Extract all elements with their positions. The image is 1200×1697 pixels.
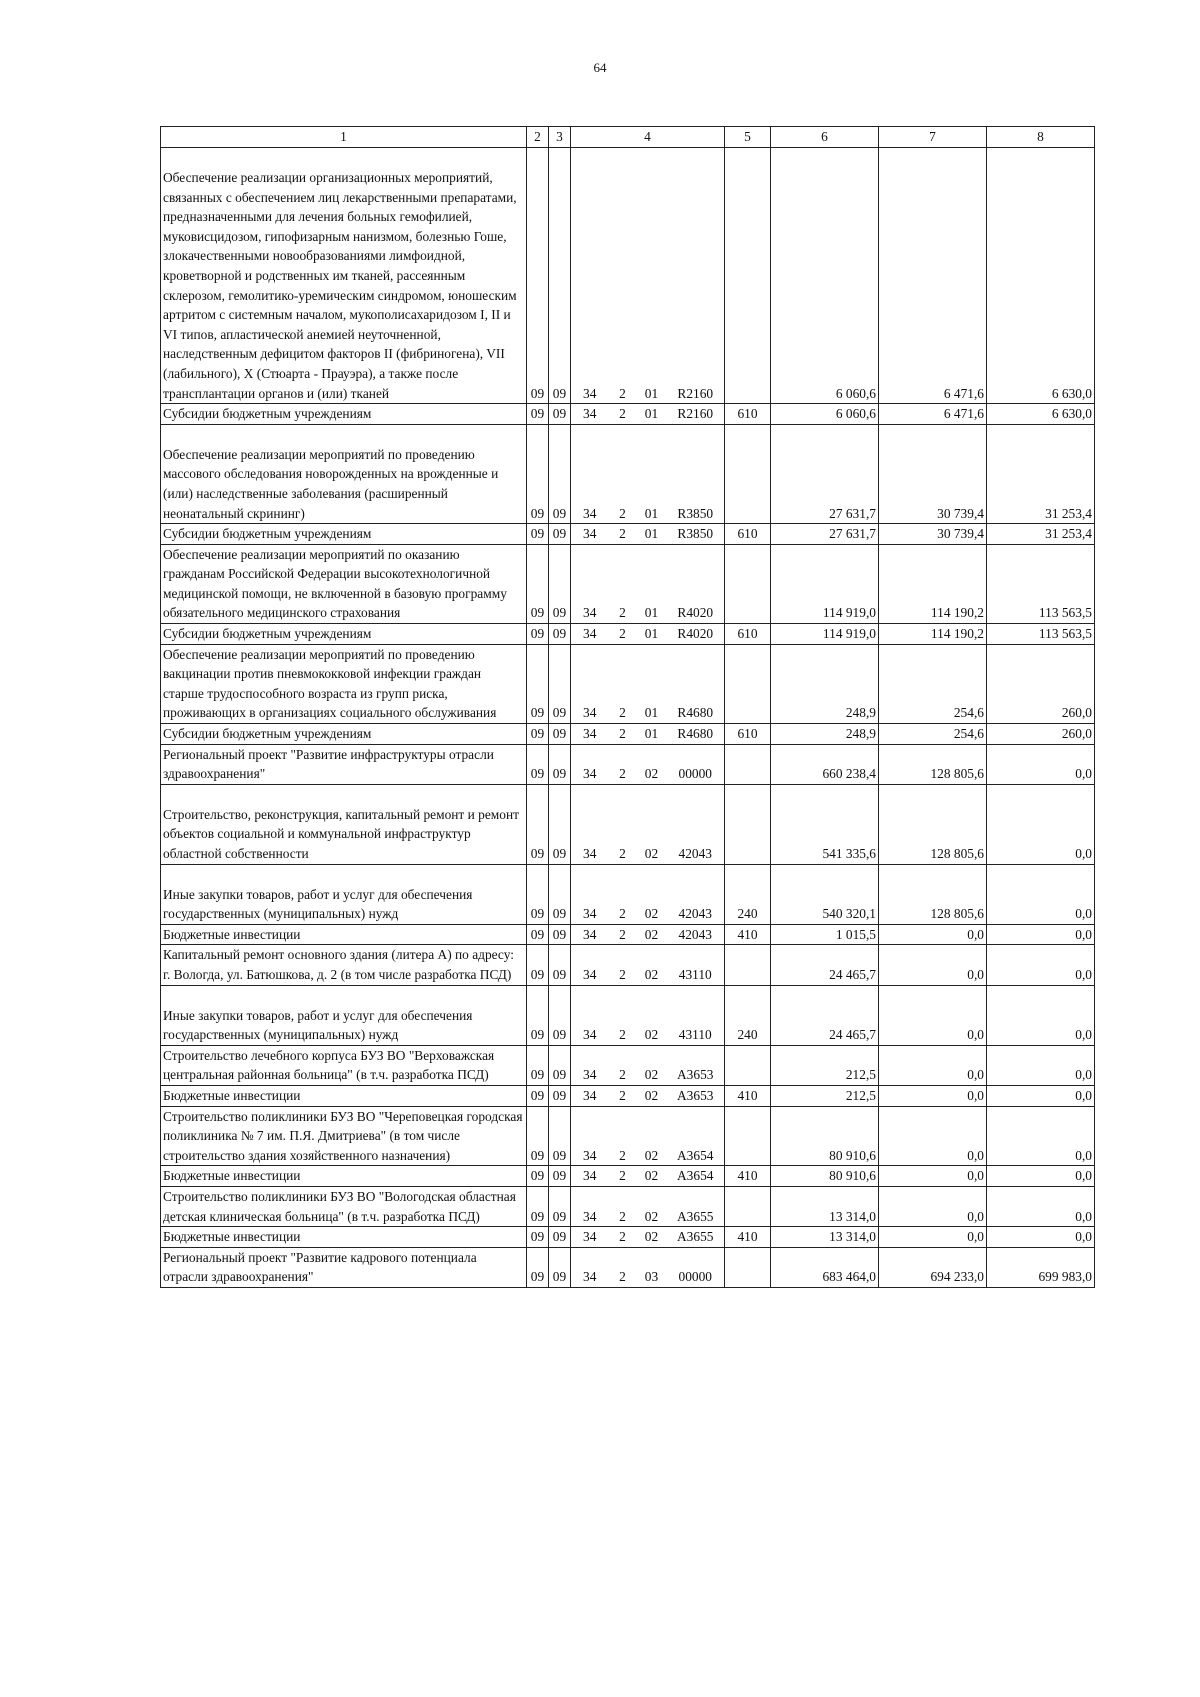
row-name-text: Иные закупки товаров, работ и услуг для обеспечения государственных (муниципальных) нужд	[163, 1007, 473, 1043]
row-c3-cell: 09	[549, 985, 571, 1045]
row-p-cell: 34	[571, 1186, 609, 1226]
row-code-cell: R4680	[667, 644, 725, 723]
row-p-cell: 34	[571, 148, 609, 404]
row-c2-cell: 09	[527, 424, 549, 523]
header-cell: 1	[161, 127, 527, 148]
header-cell: 3	[549, 127, 571, 148]
row-c3-cell: 09	[549, 924, 571, 945]
row-c2-cell: 09	[527, 784, 549, 864]
budget-table	[160, 126, 1095, 1288]
row-c5-cell	[725, 945, 771, 985]
row-v8-cell: 0,0	[987, 1227, 1095, 1248]
row-p-cell: 34	[571, 1045, 609, 1085]
row-c2-cell: 09	[527, 544, 549, 623]
row-g-cell: 2	[609, 1106, 637, 1166]
row-v6-cell: 13 314,0	[771, 1227, 879, 1248]
row-g-cell: 2	[609, 985, 637, 1045]
table-row	[161, 864, 1095, 924]
row-name-cell: Бюджетные инвестиции	[161, 1166, 527, 1187]
row-code-cell: 00000	[667, 744, 725, 784]
row-s-cell: 01	[637, 424, 667, 523]
row-g-cell: 2	[609, 724, 637, 745]
row-name-cell	[161, 864, 527, 924]
row-p-cell: 34	[571, 744, 609, 784]
row-s-cell: 02	[637, 1227, 667, 1248]
row-p-cell: 34	[571, 1227, 609, 1248]
row-c5-cell: 610	[725, 724, 771, 745]
row-c3-cell: 09	[549, 1247, 571, 1287]
row-v7-cell: 0,0	[879, 1106, 987, 1166]
row-c3-cell: 09	[549, 1085, 571, 1106]
row-c5-cell	[725, 644, 771, 723]
table-row	[161, 524, 1095, 545]
row-v8-cell: 113 563,5	[987, 544, 1095, 623]
row-name-cell: Строительство лечебного корпуса БУЗ ВО "Верховажская центральная районная больница" (в т.ч. разработка ПСД)	[161, 1045, 527, 1085]
row-s-cell: 01	[637, 524, 667, 545]
row-c3-cell: 09	[549, 744, 571, 784]
row-v8-cell: 0,0	[987, 744, 1095, 784]
row-p-cell: 34	[571, 924, 609, 945]
row-c5-cell	[725, 424, 771, 523]
row-s-cell: 02	[637, 1085, 667, 1106]
row-v8-cell: 6 630,0	[987, 404, 1095, 425]
row-name-text: Обеспечение реализации мероприятий по проведению массового обследования новорожденных на врожденные и (или) наследственные заболевания (расширенный неонатальный скрининг)	[163, 446, 499, 521]
row-v7-cell: 0,0	[879, 924, 987, 945]
row-c5-cell	[725, 784, 771, 864]
row-name-cell: Субсидии бюджетным учреждениям	[161, 624, 527, 645]
row-p-cell: 34	[571, 945, 609, 985]
row-v6-cell: 1 015,5	[771, 924, 879, 945]
row-code-cell: A3655	[667, 1186, 725, 1226]
row-p-cell: 34	[571, 1247, 609, 1287]
row-name-cell	[161, 148, 527, 404]
row-v6-cell: 114 919,0	[771, 544, 879, 623]
row-v6-cell: 683 464,0	[771, 1247, 879, 1287]
row-s-cell: 02	[637, 985, 667, 1045]
row-s-cell: 03	[637, 1247, 667, 1287]
row-v8-cell: 6 630,0	[987, 148, 1095, 404]
row-c5-cell	[725, 544, 771, 623]
row-name-cell: Обеспечение реализации мероприятий по проведению вакцинации против пневмококковой инфекции граждан старше трудоспособного возраста из групп риска, проживающих в организациях социального обслуживания	[161, 644, 527, 723]
row-c5-cell	[725, 744, 771, 784]
header-cell: 8	[987, 127, 1095, 148]
row-v8-cell: 260,0	[987, 724, 1095, 745]
row-s-cell: 02	[637, 945, 667, 985]
row-c3-cell: 09	[549, 724, 571, 745]
row-v6-cell: 80 910,6	[771, 1106, 879, 1166]
row-g-cell: 2	[609, 1045, 637, 1085]
row-p-cell: 34	[571, 544, 609, 623]
row-name-text: Строительство, реконструкция, капитальный ремонт и ремонт объектов социальной и коммунальной инфраструктур областной собственности	[163, 806, 519, 861]
row-v8-cell: 0,0	[987, 1166, 1095, 1187]
row-code-cell: R4020	[667, 624, 725, 645]
table-row	[161, 724, 1095, 745]
row-v7-cell: 114 190,2	[879, 624, 987, 645]
row-code-cell: A3653	[667, 1085, 725, 1106]
table-row	[161, 1227, 1095, 1248]
row-p-cell: 34	[571, 424, 609, 523]
row-s-cell: 01	[637, 404, 667, 425]
header-cell: 4	[571, 127, 725, 148]
table-row	[161, 1247, 1095, 1287]
row-name-cell: Бюджетные инвестиции	[161, 1085, 527, 1106]
row-v7-cell: 6 471,6	[879, 148, 987, 404]
row-code-cell: 42043	[667, 784, 725, 864]
row-c2-cell: 09	[527, 744, 549, 784]
table-row	[161, 424, 1095, 523]
row-name-cell	[161, 985, 527, 1045]
row-s-cell: 01	[637, 624, 667, 645]
row-c3-cell: 09	[549, 945, 571, 985]
row-code-cell: 00000	[667, 1247, 725, 1287]
header-cell: 5	[725, 127, 771, 148]
row-v8-cell: 0,0	[987, 784, 1095, 864]
row-c5-cell: 610	[725, 404, 771, 425]
row-name-cell: Строительство поликлиники БУЗ ВО "Череповецкая городская поликлиника № 7 им. П.Я. Дмитриева" (в том числе строительство здания хозяйственного назначения)	[161, 1106, 527, 1166]
row-g-cell: 2	[609, 644, 637, 723]
row-v6-cell: 212,5	[771, 1045, 879, 1085]
row-s-cell: 01	[637, 544, 667, 623]
row-s-cell: 02	[637, 1166, 667, 1187]
row-v8-cell: 0,0	[987, 945, 1095, 985]
row-c5-cell: 410	[725, 1085, 771, 1106]
row-v8-cell: 0,0	[987, 985, 1095, 1045]
header-row	[161, 127, 1095, 148]
row-c2-cell: 09	[527, 1186, 549, 1226]
row-name-text: Иные закупки товаров, работ и услуг для обеспечения государственных (муниципальных) нужд	[163, 886, 473, 922]
row-v8-cell: 31 253,4	[987, 424, 1095, 523]
row-v8-cell: 0,0	[987, 1106, 1095, 1166]
row-v6-cell: 6 060,6	[771, 148, 879, 404]
row-code-cell: 42043	[667, 864, 725, 924]
row-g-cell: 2	[609, 945, 637, 985]
row-v7-cell: 254,6	[879, 644, 987, 723]
row-c2-cell: 09	[527, 1085, 549, 1106]
row-code-cell: 43110	[667, 985, 725, 1045]
row-p-cell: 34	[571, 784, 609, 864]
row-c3-cell: 09	[549, 864, 571, 924]
row-c3-cell: 09	[549, 524, 571, 545]
table-row	[161, 1106, 1095, 1166]
row-v6-cell: 212,5	[771, 1085, 879, 1106]
row-v6-cell: 80 910,6	[771, 1166, 879, 1187]
row-code-cell: R4020	[667, 544, 725, 623]
row-name-cell: Субсидии бюджетным учреждениям	[161, 404, 527, 425]
row-v8-cell: 0,0	[987, 864, 1095, 924]
row-v6-cell: 660 238,4	[771, 744, 879, 784]
row-p-cell: 34	[571, 524, 609, 545]
row-g-cell: 2	[609, 924, 637, 945]
row-g-cell: 2	[609, 1085, 637, 1106]
row-p-cell: 34	[571, 1085, 609, 1106]
row-c3-cell: 09	[549, 1186, 571, 1226]
table-row	[161, 148, 1095, 404]
row-s-cell: 02	[637, 784, 667, 864]
row-code-cell: R2160	[667, 148, 725, 404]
row-code-cell: 42043	[667, 924, 725, 945]
table-row	[161, 744, 1095, 784]
row-p-cell: 34	[571, 985, 609, 1045]
row-g-cell: 2	[609, 624, 637, 645]
row-p-cell: 34	[571, 404, 609, 425]
table-row	[161, 924, 1095, 945]
row-c3-cell: 09	[549, 404, 571, 425]
row-name-cell: Субсидии бюджетным учреждениям	[161, 524, 527, 545]
row-s-cell: 02	[637, 1045, 667, 1085]
row-name-cell: Региональный проект "Развитие инфраструктуры отрасли здравоохранения"	[161, 744, 527, 784]
row-name-cell: Субсидии бюджетным учреждениям	[161, 724, 527, 745]
row-v8-cell: 0,0	[987, 1045, 1095, 1085]
row-c3-cell: 09	[549, 544, 571, 623]
row-name-cell: Бюджетные инвестиции	[161, 924, 527, 945]
table-row	[161, 624, 1095, 645]
row-name-cell: Бюджетные инвестиции	[161, 1227, 527, 1248]
row-c2-cell: 09	[527, 864, 549, 924]
row-g-cell: 2	[609, 524, 637, 545]
row-s-cell: 01	[637, 148, 667, 404]
header-cell: 7	[879, 127, 987, 148]
row-v7-cell: 0,0	[879, 985, 987, 1045]
table-row	[161, 945, 1095, 985]
row-v7-cell: 6 471,6	[879, 404, 987, 425]
row-code-cell: A3653	[667, 1045, 725, 1085]
row-v7-cell: 128 805,6	[879, 744, 987, 784]
row-c5-cell	[725, 1247, 771, 1287]
row-c5-cell	[725, 1045, 771, 1085]
row-g-cell: 2	[609, 1186, 637, 1226]
row-c5-cell: 240	[725, 985, 771, 1045]
row-s-cell: 01	[637, 644, 667, 723]
row-s-cell: 02	[637, 924, 667, 945]
row-code-cell: R4680	[667, 724, 725, 745]
row-g-cell: 2	[609, 544, 637, 623]
row-c5-cell: 410	[725, 1227, 771, 1248]
row-name-cell: Обеспечение реализации мероприятий по оказанию гражданам Российской Федерации высокотехнологичной медицинской помощи, не включенной в базовую программу обязательного медицинского страхования	[161, 544, 527, 623]
row-v7-cell: 0,0	[879, 1166, 987, 1187]
row-c5-cell: 240	[725, 864, 771, 924]
row-c2-cell: 09	[527, 1227, 549, 1248]
header-cell: 6	[771, 127, 879, 148]
table-row	[161, 1166, 1095, 1187]
row-v7-cell: 128 805,6	[879, 864, 987, 924]
row-c3-cell: 09	[549, 1045, 571, 1085]
row-c2-cell: 09	[527, 644, 549, 723]
row-g-cell: 2	[609, 404, 637, 425]
row-v7-cell: 30 739,4	[879, 424, 987, 523]
table-row	[161, 784, 1095, 864]
row-g-cell: 2	[609, 1166, 637, 1187]
row-c3-cell: 09	[549, 148, 571, 404]
row-g-cell: 2	[609, 424, 637, 523]
row-c2-cell: 09	[527, 624, 549, 645]
row-v6-cell: 24 465,7	[771, 945, 879, 985]
table-row	[161, 1045, 1095, 1085]
row-v8-cell: 0,0	[987, 924, 1095, 945]
row-v7-cell: 254,6	[879, 724, 987, 745]
row-name-cell: Региональный проект "Развитие кадрового потенциала отрасли здравоохранения"	[161, 1247, 527, 1287]
table-row	[161, 985, 1095, 1045]
row-c5-cell	[725, 1106, 771, 1166]
row-v6-cell: 24 465,7	[771, 985, 879, 1045]
row-p-cell: 34	[571, 624, 609, 645]
row-v6-cell: 6 060,6	[771, 404, 879, 425]
row-v7-cell: 0,0	[879, 1045, 987, 1085]
row-g-cell: 2	[609, 1227, 637, 1248]
row-s-cell: 01	[637, 724, 667, 745]
row-v7-cell: 0,0	[879, 1085, 987, 1106]
row-v6-cell: 248,9	[771, 644, 879, 723]
row-c2-cell: 09	[527, 724, 549, 745]
row-name-cell	[161, 424, 527, 523]
row-v6-cell: 27 631,7	[771, 424, 879, 523]
row-c3-cell: 09	[549, 644, 571, 723]
page-number: 64	[593, 60, 607, 75]
row-v8-cell: 31 253,4	[987, 524, 1095, 545]
row-c5-cell	[725, 1186, 771, 1226]
row-g-cell: 2	[609, 864, 637, 924]
row-v8-cell: 0,0	[987, 1186, 1095, 1226]
row-p-cell: 34	[571, 864, 609, 924]
row-c2-cell: 09	[527, 945, 549, 985]
row-v8-cell: 699 983,0	[987, 1247, 1095, 1287]
row-g-cell: 2	[609, 148, 637, 404]
table-row	[161, 1085, 1095, 1106]
row-c5-cell: 410	[725, 924, 771, 945]
row-v8-cell: 0,0	[987, 1085, 1095, 1106]
row-s-cell: 02	[637, 744, 667, 784]
row-s-cell: 02	[637, 1106, 667, 1166]
row-code-cell: R2160	[667, 404, 725, 425]
row-code-cell: R3850	[667, 524, 725, 545]
row-p-cell: 34	[571, 1106, 609, 1166]
row-name-cell: Капитальный ремонт основного здания (литера А) по адресу: г. Вологда, ул. Батюшкова, д. 2 (в том числе разработка ПСД)	[161, 945, 527, 985]
row-v6-cell: 13 314,0	[771, 1186, 879, 1226]
header-cell: 2	[527, 127, 549, 148]
row-c2-cell: 09	[527, 1247, 549, 1287]
row-v6-cell: 541 335,6	[771, 784, 879, 864]
row-v7-cell: 694 233,0	[879, 1247, 987, 1287]
row-c3-cell: 09	[549, 1227, 571, 1248]
row-v7-cell: 0,0	[879, 1186, 987, 1226]
row-c5-cell	[725, 148, 771, 404]
row-c5-cell: 410	[725, 1166, 771, 1187]
row-v8-cell: 113 563,5	[987, 624, 1095, 645]
row-c5-cell: 610	[725, 624, 771, 645]
row-s-cell: 02	[637, 1186, 667, 1226]
row-v6-cell: 540 320,1	[771, 864, 879, 924]
row-v6-cell: 27 631,7	[771, 524, 879, 545]
row-code-cell: A3654	[667, 1166, 725, 1187]
table-row	[161, 544, 1095, 623]
row-c3-cell: 09	[549, 784, 571, 864]
row-p-cell: 34	[571, 724, 609, 745]
row-c2-cell: 09	[527, 924, 549, 945]
row-v7-cell: 128 805,6	[879, 784, 987, 864]
table-row	[161, 1186, 1095, 1226]
row-c3-cell: 09	[549, 624, 571, 645]
row-v7-cell: 0,0	[879, 945, 987, 985]
row-code-cell: A3654	[667, 1106, 725, 1166]
row-c2-cell: 09	[527, 985, 549, 1045]
row-v7-cell: 30 739,4	[879, 524, 987, 545]
table-row	[161, 644, 1095, 723]
table-body	[161, 148, 1095, 1288]
row-c3-cell: 09	[549, 424, 571, 523]
row-p-cell: 34	[571, 1166, 609, 1187]
row-v8-cell: 260,0	[987, 644, 1095, 723]
table-row	[161, 404, 1095, 425]
row-c2-cell: 09	[527, 524, 549, 545]
row-p-cell: 34	[571, 644, 609, 723]
row-c2-cell: 09	[527, 148, 549, 404]
row-code-cell: A3655	[667, 1227, 725, 1248]
row-v6-cell: 248,9	[771, 724, 879, 745]
row-s-cell: 02	[637, 864, 667, 924]
row-name-cell	[161, 784, 527, 864]
row-g-cell: 2	[609, 744, 637, 784]
row-c2-cell: 09	[527, 1045, 549, 1085]
row-g-cell: 2	[609, 1247, 637, 1287]
row-c2-cell: 09	[527, 1166, 549, 1187]
row-c3-cell: 09	[549, 1166, 571, 1187]
row-code-cell: 43110	[667, 945, 725, 985]
row-g-cell: 2	[609, 784, 637, 864]
row-c3-cell: 09	[549, 1106, 571, 1166]
row-name-text: Обеспечение реализации организационных мероприятий, связанных с обеспечением лиц лекарственными препаратами, предназначенными для лечения больных гемофилией, муковисцидозом, гипофизарным нанизмом, болезнью Гоше, злокачественными новообразованиями лимфоидной, кроветворной и родственных им тканей, рассеянным склерозом, гемолитико-уремическим синдромом, юношеским артритом с системным началом, мукополисахаридозом I, II и VI типов, апластической анемией неуточненной, наследственным дефицитом факторов II (фибриногена), VII (лабильного), X (Стюарта - Прауэра), а также после трансплантации органов и (или) тканей	[163, 170, 517, 401]
row-c2-cell: 09	[527, 404, 549, 425]
row-v6-cell: 114 919,0	[771, 624, 879, 645]
row-c5-cell: 610	[725, 524, 771, 545]
row-v7-cell: 114 190,2	[879, 544, 987, 623]
row-name-cell: Строительство поликлиники БУЗ ВО "Вологодская областная детская клиническая больница" (в т.ч. разработка ПСД)	[161, 1186, 527, 1226]
row-c2-cell: 09	[527, 1106, 549, 1166]
row-v7-cell: 0,0	[879, 1227, 987, 1248]
row-code-cell: R3850	[667, 424, 725, 523]
